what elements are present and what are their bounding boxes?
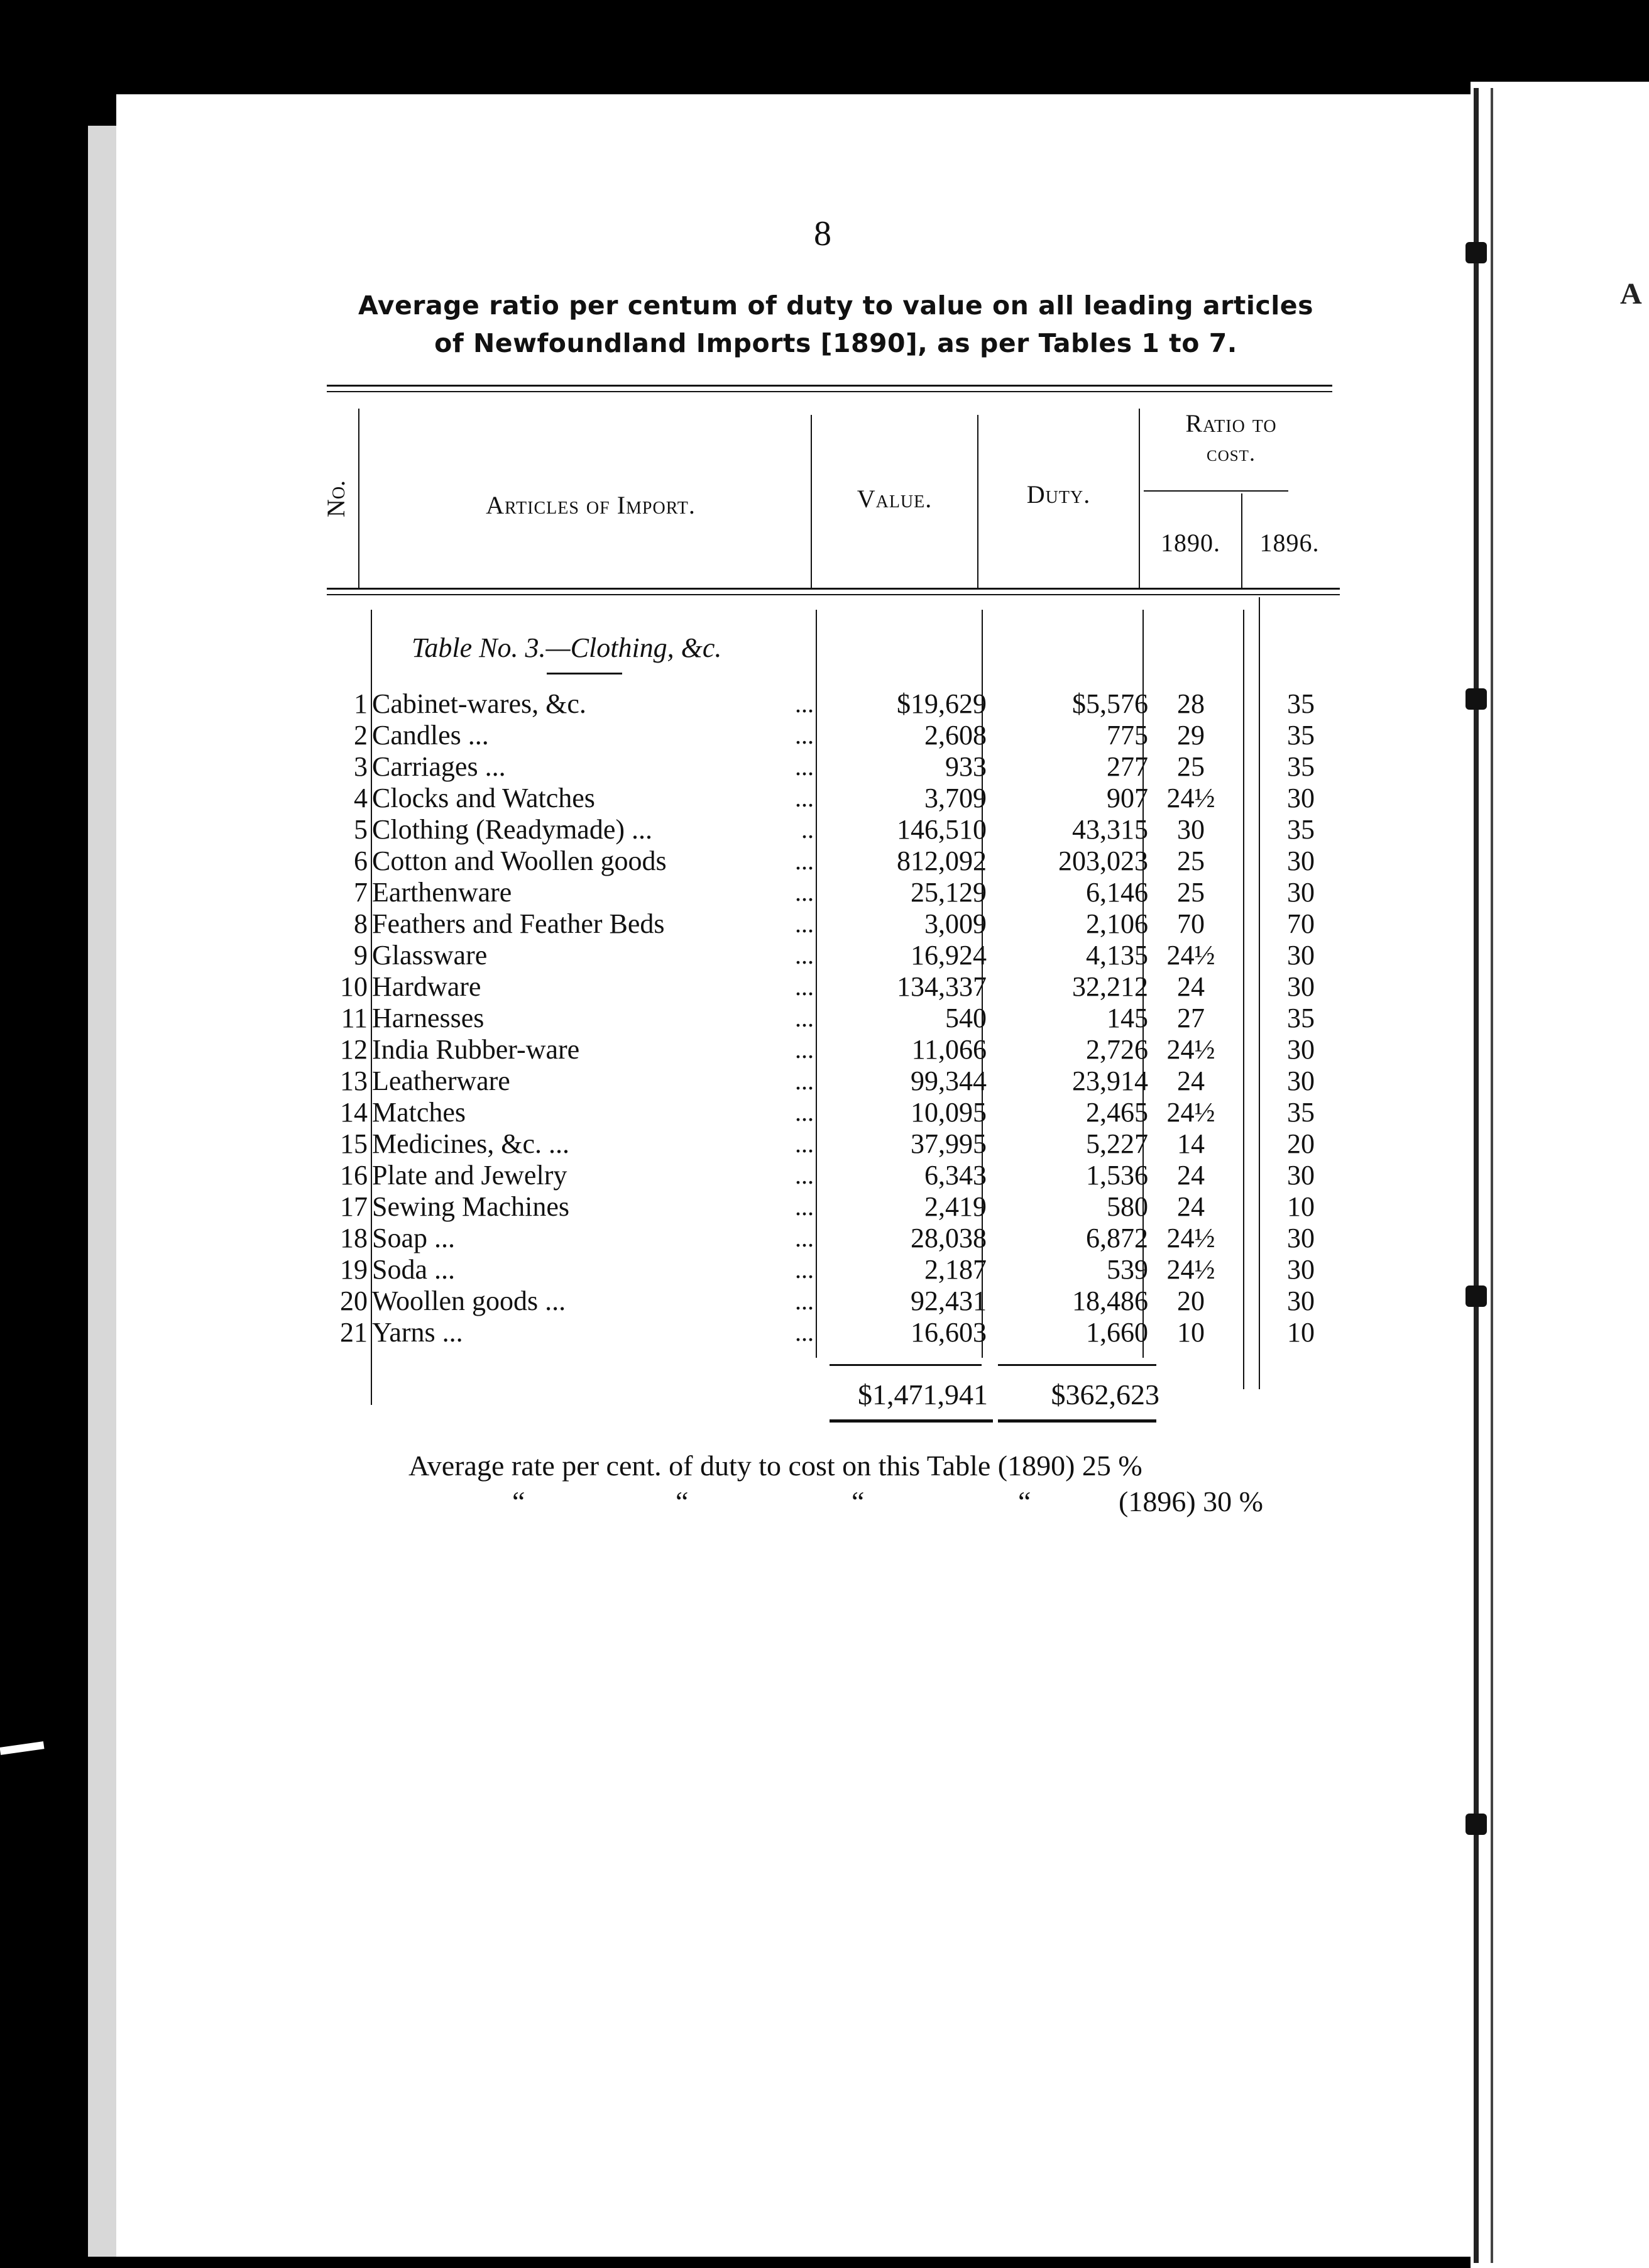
row-ratio-1890: 24½ [1166,783,1215,813]
row-duty: 32,212 [1072,971,1148,1002]
col-divider [358,409,359,588]
row-duty: 6,872 [1086,1223,1148,1253]
row-leader-dots: ... [795,1130,814,1158]
header-value: Value. [857,485,933,513]
row-ratio-1890: 24½ [1166,940,1215,971]
row-leader-dots: ... [795,1255,814,1284]
row-leader-dots: ... [795,1004,814,1032]
row-ratio-1896: 70 [1287,908,1315,939]
header-no: No. [322,480,351,518]
row-duty: 18,486 [1072,1285,1148,1316]
row-duty: 43,315 [1072,814,1148,845]
row-article: Matches [372,1097,466,1128]
row-number: 5 [354,814,368,845]
row-duty: 2,726 [1086,1034,1148,1065]
col-divider [1243,610,1244,1389]
row-article: Woollen goods ... [372,1285,566,1316]
binding-clip [1465,1285,1487,1307]
total-duty: $362,623 [1051,1379,1159,1411]
row-ratio-1896: 30 [1287,1285,1315,1316]
row-number: 16 [340,1160,368,1191]
total-rule-value [830,1364,982,1366]
row-article: Soap ... [372,1223,455,1253]
row-value: 3,009 [924,908,987,939]
row-article: Earthenware [372,877,512,908]
row-ratio-1896: 10 [1287,1317,1315,1348]
row-article: Soda ... [372,1254,455,1285]
row-ratio-1890: 25 [1177,845,1205,876]
row-article: Leatherware [372,1065,510,1096]
facing-page-fragment: A [1620,277,1642,311]
row-number: 4 [354,783,368,813]
row-ratio-1896: 35 [1287,814,1315,845]
row-ratio-1896: 35 [1287,1097,1315,1128]
row-article: Harnesses [372,1003,485,1033]
row-article: Carriages ... [372,751,506,782]
total-double-rule-duty [998,1419,1156,1423]
row-number: 11 [341,1003,368,1033]
row-ratio-1890: 14 [1177,1128,1205,1159]
row-article: Candles ... [372,720,489,751]
row-leader-dots: ... [795,752,814,781]
row-ratio-1896: 20 [1287,1128,1315,1159]
row-article: Cabinet-wares, &c. [372,688,586,719]
row-ratio-1890: 24 [1177,1191,1205,1222]
row-article: Clocks and Watches [372,783,595,813]
row-ratio-1896: 35 [1287,688,1315,719]
row-ratio-1890: 27 [1177,1003,1205,1033]
row-value: 37,995 [911,1128,987,1159]
row-duty: 203,023 [1058,845,1148,876]
row-ratio-1896: 10 [1287,1191,1315,1222]
row-article: India Rubber-ware [372,1034,580,1065]
row-duty: 1,536 [1086,1160,1148,1191]
row-article: Yarns ... [372,1317,463,1348]
row-ratio-1896: 30 [1287,940,1315,971]
row-article: Sewing Machines [372,1191,570,1222]
row-ratio-1896: 30 [1287,783,1315,813]
row-value: 134,337 [897,971,987,1002]
row-value: 6,343 [924,1160,987,1191]
header-1896: 1896. [1259,529,1320,557]
section-title: Table No. 3.—Clothing, &c. [412,632,722,663]
row-value: 25,129 [911,877,987,908]
row-ratio-1896: 30 [1287,1160,1315,1191]
row-number: 2 [354,720,368,751]
average-note-1890: Average rate per cent. of duty to cost on this Table (1890) 25 % [408,1450,1142,1482]
row-leader-dots: ... [795,721,814,749]
row-value: 16,924 [911,940,987,971]
row-value: 28,038 [911,1223,987,1253]
header-1890: 1890. [1161,529,1220,557]
row-duty: $5,576 [1072,688,1148,719]
facing-page [1471,82,1649,2268]
row-leader-dots: ... [795,1035,814,1064]
row-value: 11,066 [911,1034,987,1065]
rule-ratio-split [1144,490,1288,492]
row-ratio-1890: 24 [1177,1160,1205,1191]
row-article: Plate and Jewelry [372,1160,567,1191]
row-value: 2,187 [924,1254,987,1285]
row-leader-dots: ... [795,1318,814,1346]
ditto-mark: “ [512,1485,525,1517]
ditto-mark: “ [676,1485,689,1517]
col-divider [1259,597,1260,1389]
row-duty: 5,227 [1086,1128,1148,1159]
row-duty: 539 [1107,1254,1148,1285]
header-duty: Duty. [1026,480,1091,509]
row-leader-dots: ... [795,1161,814,1189]
row-ratio-1890: 24 [1177,971,1205,1002]
row-ratio-1896: 30 [1287,877,1315,908]
row-duty: 6,146 [1086,877,1148,908]
row-ratio-1896: 30 [1287,845,1315,876]
row-duty: 4,135 [1086,940,1148,971]
rule-header-bottom-thin [327,594,1340,595]
row-article: Cotton and Woollen goods [372,845,667,876]
row-value: 16,603 [911,1317,987,1348]
row-article: Hardware [372,971,481,1002]
row-leader-dots: ... [795,910,814,938]
row-leader-dots: ... [795,690,814,718]
rule-top [327,385,1332,387]
row-number: 21 [340,1317,368,1348]
row-duty: 23,914 [1072,1065,1148,1096]
row-number: 8 [354,908,368,939]
row-value: 540 [945,1003,987,1033]
row-ratio-1896: 30 [1287,1254,1315,1285]
row-leader-dots: ... [795,1192,814,1221]
row-number: 19 [340,1254,368,1285]
row-number: 3 [354,751,368,782]
row-leader-dots: ... [795,847,814,875]
row-value: 2,608 [924,720,987,751]
row-leader-dots: ... [795,1287,814,1315]
row-number: 15 [340,1128,368,1159]
page-number: 8 [814,214,831,253]
row-value: 933 [945,751,987,782]
binding-clip [1465,242,1487,263]
total-rule-duty [998,1364,1156,1366]
row-duty: 2,106 [1086,908,1148,939]
total-double-rule-value [830,1419,993,1423]
rule-header-bottom [327,588,1340,590]
section-underline [547,673,622,674]
row-duty: 775 [1107,720,1148,751]
row-ratio-1890: 70 [1177,908,1205,939]
row-value: 10,095 [911,1097,987,1128]
row-number: 7 [354,877,368,908]
row-ratio-1890: 24½ [1166,1223,1215,1253]
row-article: Medicines, &c. ... [372,1128,570,1159]
row-number: 9 [354,940,368,971]
row-number: 14 [340,1097,368,1128]
row-value: 92,431 [911,1285,987,1316]
row-ratio-1890: 24½ [1166,1097,1215,1128]
row-ratio-1890: 24 [1177,1065,1205,1096]
row-ratio-1896: 30 [1287,1223,1315,1253]
row-duty: 580 [1107,1191,1148,1222]
row-ratio-1896: 35 [1287,1003,1315,1033]
rule-top-thin [327,391,1332,392]
binding-spine [1474,88,1479,2263]
binding-clip [1465,688,1487,710]
row-number: 12 [340,1034,368,1065]
binding-clip [1465,1814,1487,1835]
row-ratio-1890: 10 [1177,1317,1205,1348]
row-ratio-1890: 25 [1177,751,1205,782]
row-ratio-1890: 24½ [1166,1034,1215,1065]
row-number: 6 [354,845,368,876]
row-article: Clothing (Readymade) ... [372,814,653,845]
row-value: 99,344 [911,1065,987,1096]
row-leader-dots: ... [795,1098,814,1126]
row-leader-dots: ... [795,972,814,1001]
row-article: Feathers and Feather Beds [372,908,665,939]
ditto-mark: “ [852,1485,865,1517]
row-leader-dots: ... [795,1067,814,1095]
row-ratio-1896: 30 [1287,971,1315,1002]
page-title-line2: of Newfoundland Imports [1890], as per Tables 1 to 7. [434,328,1237,358]
row-leader-dots: ... [795,878,814,906]
row-ratio-1896: 35 [1287,751,1315,782]
row-value: 146,510 [897,814,987,845]
row-duty: 277 [1107,751,1148,782]
row-duty: 2,465 [1086,1097,1148,1128]
row-ratio-1896: 30 [1287,1065,1315,1096]
row-value: 3,709 [924,783,987,813]
row-ratio-1890: 20 [1177,1285,1205,1316]
binding-thread [1491,88,1493,2263]
row-ratio-1890: 25 [1177,877,1205,908]
row-leader-dots: .. [801,815,814,844]
header-articles: Articles of Import. [486,491,696,519]
average-note-1896: (1896) 30 % [1119,1485,1263,1517]
row-ratio-1896: 30 [1287,1034,1315,1065]
row-ratio-1896: 35 [1287,720,1315,751]
row-leader-dots: ... [795,941,814,969]
row-number: 17 [340,1191,368,1222]
row-number: 13 [340,1065,368,1096]
row-duty: 145 [1107,1003,1148,1033]
row-leader-dots: ... [795,784,814,812]
row-value: $19,629 [897,688,987,719]
header-ratio-line2: cost. [1207,441,1256,466]
row-ratio-1890: 28 [1177,688,1205,719]
row-duty: 1,660 [1086,1317,1148,1348]
ditto-mark: “ [1018,1485,1031,1517]
row-ratio-1890: 29 [1177,720,1205,751]
page-title-line1: Average ratio per centum of duty to value on all leading articles [358,290,1314,321]
row-number: 18 [340,1223,368,1253]
row-number: 20 [340,1285,368,1316]
row-ratio-1890: 30 [1177,814,1205,845]
row-value: 812,092 [897,845,987,876]
page-stack-edge [88,126,116,2257]
total-value: $1,471,941 [858,1379,988,1411]
scan-speck [0,1741,44,1755]
row-value: 2,419 [924,1191,987,1222]
header-ratio-line1: Ratio to [1185,409,1277,438]
row-ratio-1890: 24½ [1166,1254,1215,1285]
row-article: Glassware [372,940,488,971]
row-number: 10 [340,971,368,1002]
row-number: 1 [354,688,368,719]
row-duty: 907 [1107,783,1148,813]
row-leader-dots: ... [795,1224,814,1252]
